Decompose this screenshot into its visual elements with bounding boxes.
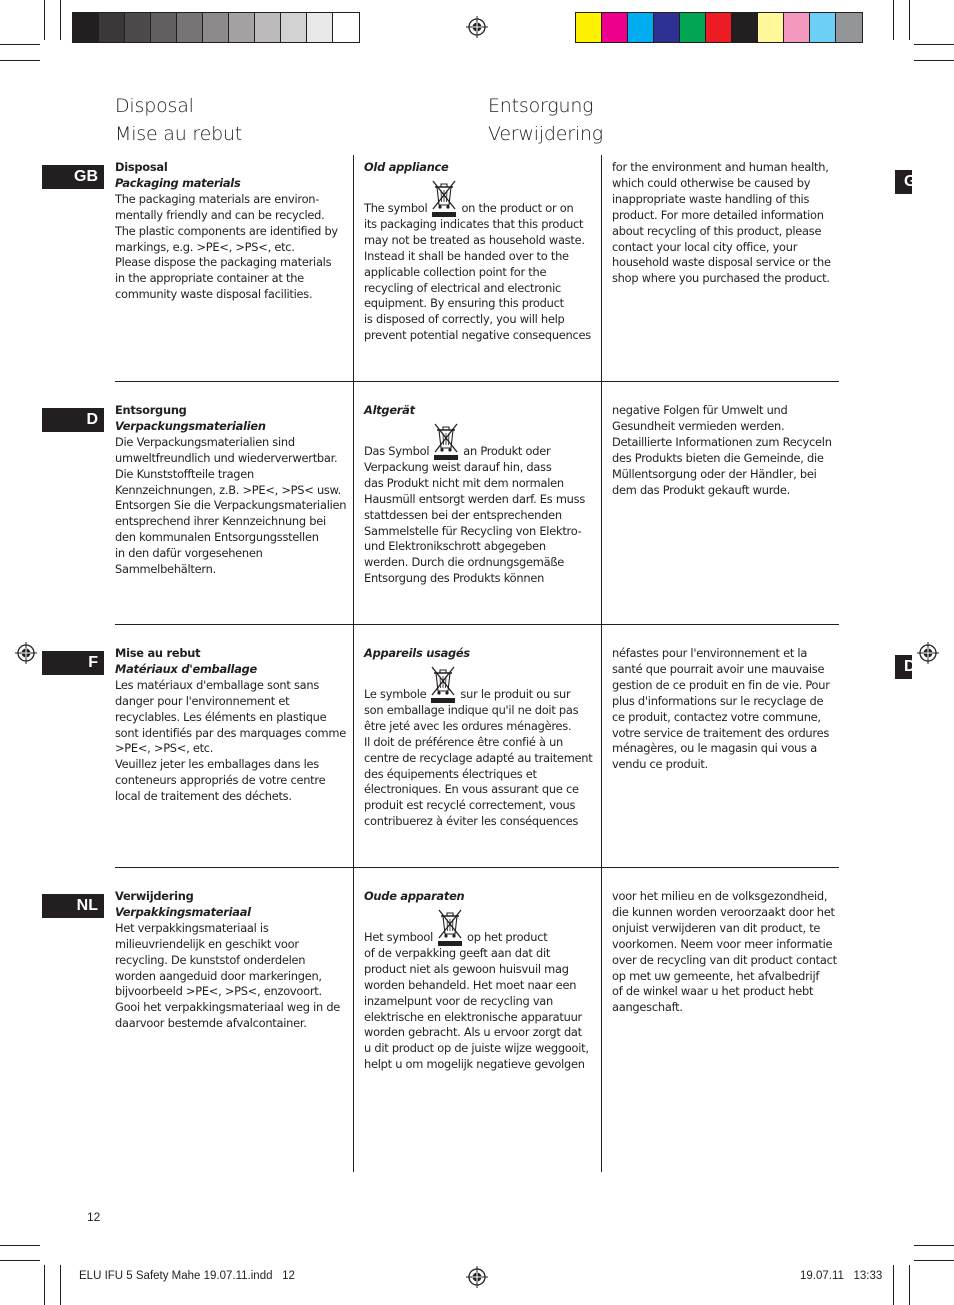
old-appliance-column bbox=[364, 889, 596, 1073]
section-body: Die Verpackungsmaterialien sind umweltfreundlich und wiederverwertbar. Die Kunststoffteile tragen Kennzeichnungen, z.B. >PE<, >PS< usw. Entsorgen Sie die Verpackungsmaterialien entsprechend ihrer Kennzeichnung bei den kommunalen Entsorgungsstellen in den dafür vorgesehenen Sammelbehältern. bbox=[115, 434, 347, 577]
section-title: Disposal bbox=[115, 160, 168, 174]
color-swatch bbox=[229, 13, 255, 42]
appliance-title: Appareils usagés bbox=[364, 646, 470, 660]
old-appliance-column bbox=[364, 403, 596, 587]
column-divider bbox=[601, 155, 602, 1172]
crop-mark bbox=[914, 60, 954, 61]
crop-mark bbox=[909, 1265, 910, 1305]
weee-crossed-bin-icon bbox=[428, 665, 458, 703]
symbol-pre-text: Das Symbol bbox=[364, 444, 430, 458]
section-body: Les matériaux d'emballage sont sans danger pour l'environnement et recyclables. Les éléments en plastique sont identifiés par des marquages comme >PE<, >PS<, etc. Veuillez jeter les emballages dans les conteneurs appropriés de votre centre local de traitement des déchets. bbox=[115, 677, 346, 804]
section-subtitle: Verpakkingsmateriaal bbox=[115, 904, 251, 919]
language-tab: F bbox=[42, 651, 104, 675]
heading-disposal: Disposal bbox=[115, 95, 194, 117]
continuation-body: for the environment and human health, which could otherwise be caused by inappropriate waste handling of this product. For more detailed information about recycling of this product, please contact your local city office, your household waste disposal service or the shop where you purchased the product. bbox=[612, 160, 831, 286]
page-number: 12 bbox=[87, 1210, 101, 1224]
crop-mark bbox=[0, 44, 40, 45]
crop-mark bbox=[0, 1245, 40, 1246]
symbol-pre-text: Het symbool bbox=[364, 930, 434, 944]
crop-mark bbox=[893, 1265, 894, 1305]
section-subtitle: Matériaux d'emballage bbox=[115, 661, 258, 676]
section-title: Entsorgung bbox=[115, 403, 187, 417]
appliance-title: Altgerät bbox=[364, 403, 415, 417]
crop-mark bbox=[0, 60, 40, 61]
old-appliance-column bbox=[364, 646, 596, 830]
section-subtitle: Packaging materials bbox=[115, 175, 241, 190]
color-swatch bbox=[151, 13, 177, 42]
color-swatch bbox=[333, 13, 359, 42]
registration-mark-icon bbox=[466, 16, 488, 38]
appliance-title: Old appliance bbox=[364, 160, 449, 174]
crop-mark bbox=[0, 1260, 40, 1261]
section-divider bbox=[115, 624, 839, 625]
language-tab: D bbox=[42, 408, 104, 432]
registration-mark-icon bbox=[15, 642, 37, 664]
crop-mark bbox=[44, 1265, 45, 1305]
packaging-column bbox=[115, 160, 347, 303]
weee-crossed-bin-icon bbox=[431, 422, 461, 460]
color-swatch bbox=[810, 13, 836, 42]
color-swatch bbox=[203, 13, 229, 42]
symbol-post-text: on the product or on bbox=[461, 201, 574, 215]
color-swatch bbox=[255, 13, 281, 42]
process-color-bar bbox=[575, 12, 863, 43]
appliance-body: Verpackung weist darauf hin, dass das Produkt nicht mit dem normalen Hausmüll entsorgt werden darf. Es muss stattdessen bei der entsprechenden Sammelstelle für Recycling von Elektro- und Elektronikschrott abgegeben werden. Durch die ordnungsgemäße Entsorgung des Produkts können bbox=[364, 459, 585, 586]
symbol-pre-text: The symbol bbox=[364, 201, 428, 215]
column-divider bbox=[353, 155, 354, 1172]
packaging-column bbox=[115, 646, 347, 805]
continuation-column bbox=[612, 403, 838, 498]
weee-crossed-bin-icon bbox=[435, 908, 465, 946]
color-swatch bbox=[99, 13, 125, 42]
continuation-body: negative Folgen für Umwelt und Gesundheit vermieden werden. Detaillierte Informationen zum Recyceln des Produkts bieten die Gemeinde, die Müllentsorgung oder der Händler, bei dem das Produkt gekauft wurde. bbox=[612, 403, 832, 497]
language-tab-edge: D bbox=[895, 655, 912, 679]
appliance-body: son emballage indique qu'il ne doit pas être jeté avec les ordures ménagères. Il doit de préférence être confié à un centre de recyclage adapté au traitement des équipements électriques et électroniques. En vous assurant que ce produit est recyclé correctement, vous contribuerez à éviter les conséquences bbox=[364, 702, 593, 829]
crop-mark bbox=[914, 44, 954, 45]
crop-mark bbox=[914, 1260, 954, 1261]
registration-mark-icon bbox=[466, 1266, 488, 1288]
section-body: The packaging materials are environ- mentally friendly and can be recycled. The plastic components are identified by markings, e.g. >PE<, >PS<, etc. Please dispose the packaging materials in the appropriate container at the community waste disposal facilities. bbox=[115, 191, 338, 302]
symbol-post-text: op het product bbox=[467, 930, 548, 944]
color-swatch bbox=[732, 13, 758, 42]
section-divider bbox=[115, 867, 839, 868]
symbol-post-text: sur le produit ou sur bbox=[460, 687, 571, 701]
color-swatch bbox=[281, 13, 307, 42]
color-swatch bbox=[602, 13, 628, 42]
registration-mark-icon bbox=[917, 642, 939, 664]
footer-file-info: ELU IFU 5 Safety Mahe 19.07.11.indd 12 bbox=[79, 1270, 295, 1282]
continuation-column bbox=[612, 646, 838, 773]
symbol-line bbox=[364, 665, 596, 703]
symbol-line bbox=[364, 179, 596, 217]
section-title: Mise au rebut bbox=[115, 646, 201, 660]
crop-mark bbox=[909, 0, 910, 40]
color-swatch bbox=[784, 13, 810, 42]
crop-mark bbox=[893, 0, 894, 40]
language-tab-edge: G bbox=[895, 170, 912, 194]
section-title: Verwijdering bbox=[115, 889, 194, 903]
continuation-column bbox=[612, 889, 838, 1016]
color-swatch bbox=[125, 13, 151, 42]
crop-mark bbox=[914, 1245, 954, 1246]
packaging-column bbox=[115, 889, 347, 1032]
footer-date: 19.07.11 13:33 bbox=[800, 1270, 883, 1282]
section-subtitle: Verpackungsmaterialien bbox=[115, 418, 266, 433]
appliance-title: Oude apparaten bbox=[364, 889, 465, 903]
crop-mark bbox=[44, 0, 45, 40]
color-swatch bbox=[706, 13, 732, 42]
section-body: Het verpakkingsmateriaal is milieuvriendelijk en geschikt voor recycling. De kunststof onderdelen worden aangeduid door markeringen, bijvoorbeeld >PE<, >PS<, enzovoort. Gooi het verpakkingsmateriaal weg in de daarvoor bestemde afvalcontainer. bbox=[115, 920, 341, 1031]
heading-mise-au-rebut: Mise au rebut bbox=[115, 123, 243, 145]
color-swatch bbox=[654, 13, 680, 42]
continuation-body: néfastes pour l'environnement et la santé que pourrait avoir une mauvaise gestion de ce produit en fin de vie. Pour plus d'informations sur le recyclage de ce produit, contactez votre commune, votre service de traitement des ordures ménagères, ou le magasin qui vous a vendu ce produit. bbox=[612, 646, 830, 772]
color-swatch bbox=[680, 13, 706, 42]
packaging-column bbox=[115, 403, 347, 578]
color-swatch bbox=[177, 13, 203, 42]
color-swatch bbox=[758, 13, 784, 42]
appliance-body: of de verpakking geeft aan dat dit product niet als gewoon huisvuil mag worden behandeld. Het moet naar een inzamelpunt voor de recycling van elektrische en elektronische apparatuur worden gebracht. Als u ervoor zorgt dat u dit product op de juiste wijze weggooit, helpt u om mogelijk negatieve gevolgen bbox=[364, 945, 589, 1072]
language-tab: NL bbox=[42, 894, 104, 918]
symbol-pre-text: Le symbole bbox=[364, 687, 427, 701]
crop-mark bbox=[60, 1265, 61, 1305]
color-swatch bbox=[836, 13, 862, 42]
color-swatch bbox=[73, 13, 99, 42]
symbol-post-text: an Produkt oder bbox=[463, 444, 551, 458]
color-swatch bbox=[628, 13, 654, 42]
continuation-body: voor het milieu en de volksgezondheid, die kunnen worden veroorzaakt door het onjuist verwijderen van dit product, te voorkomen. Neem voor meer informatie over de recycling van dit product contact op met uw gemeente, het afvalbedrijf of de winkel waar u het product hebt aangeschaft. bbox=[612, 889, 837, 1015]
color-swatch bbox=[576, 13, 602, 42]
continuation-column bbox=[612, 160, 838, 287]
color-swatch bbox=[307, 13, 333, 42]
symbol-line bbox=[364, 422, 596, 460]
heading-verwijdering: Verwijdering bbox=[488, 123, 604, 145]
section-divider bbox=[115, 381, 839, 382]
appliance-body: its packaging indicates that this product may not be treated as household waste. Instead it shall be handed over to the applicable collection point for the recycling of electrical and electronic equipment. By ensuring this product is disposed of correctly, you will help prevent potential negative consequences bbox=[364, 216, 591, 343]
heading-entsorgung: Entsorgung bbox=[488, 95, 594, 117]
language-tab: GB bbox=[42, 165, 104, 189]
weee-crossed-bin-icon bbox=[429, 179, 459, 217]
old-appliance-column bbox=[364, 160, 596, 344]
crop-mark bbox=[60, 0, 61, 40]
grayscale-color-bar bbox=[72, 12, 360, 43]
symbol-line bbox=[364, 908, 596, 946]
